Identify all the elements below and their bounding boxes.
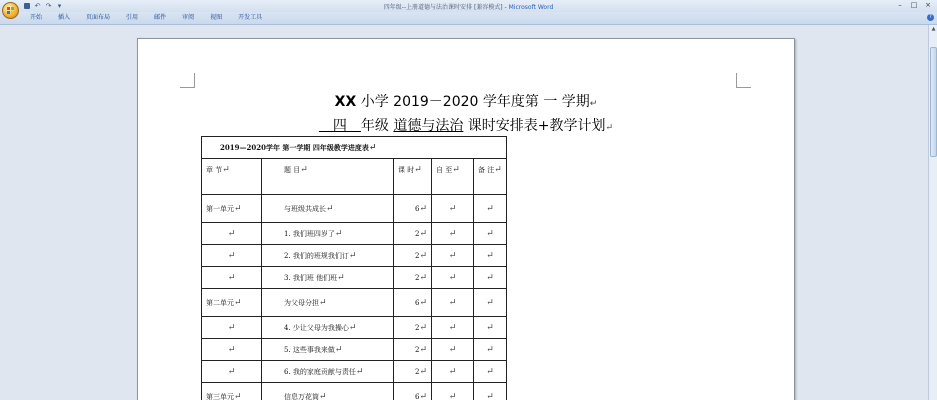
chapter-cell[interactable] bbox=[202, 289, 262, 317]
document-subheading bbox=[138, 115, 794, 135]
header-hours-text: 课 时 bbox=[398, 166, 415, 174]
paragraph-mark: ↵ bbox=[452, 165, 460, 175]
app-name: Microsoft Word bbox=[508, 4, 554, 11]
chapter-cell[interactable] bbox=[202, 317, 262, 339]
topic-cell[interactable] bbox=[262, 289, 394, 317]
from-to-cell[interactable] bbox=[432, 245, 474, 267]
header-from-to[interactable] bbox=[432, 159, 474, 195]
paragraph-mark: ↵ bbox=[448, 391, 457, 400]
minimize-button[interactable]: – bbox=[898, 1, 902, 9]
hours-cell-text: 2 bbox=[414, 251, 420, 260]
hours-cell-text: 6 bbox=[414, 392, 420, 400]
table-row bbox=[202, 267, 507, 289]
topic-cell-text: 信息万花筒 bbox=[284, 392, 319, 400]
table-row bbox=[202, 195, 507, 223]
paragraph-mark: ↵ bbox=[486, 272, 494, 283]
vertical-scrollbar[interactable] bbox=[928, 25, 937, 400]
paragraph-mark: ↵ bbox=[319, 391, 327, 400]
notes-cell[interactable] bbox=[474, 317, 507, 339]
header-notes-text: 备 注 bbox=[478, 166, 495, 174]
chapter-cell[interactable] bbox=[202, 383, 262, 400]
hours-cell[interactable] bbox=[394, 289, 432, 317]
paragraph-mark: ↵ bbox=[419, 250, 427, 261]
paragraph-mark: ↵ bbox=[234, 391, 242, 400]
table-row bbox=[202, 339, 507, 361]
tab-review[interactable]: 审阅 bbox=[182, 14, 195, 21]
topic-cell[interactable] bbox=[262, 223, 394, 245]
topic-cell-text: 5. 这些事我来做 bbox=[284, 345, 335, 354]
paragraph-mark: ↵ bbox=[227, 366, 236, 377]
paragraph-mark: ↵ bbox=[486, 322, 494, 333]
from-to-cell[interactable] bbox=[432, 317, 474, 339]
header-from-to-text: 自 至 bbox=[436, 166, 453, 174]
paragraph-mark: ↵ bbox=[419, 272, 427, 283]
paragraph-mark: ↵ bbox=[486, 344, 494, 355]
header-topic-text: 题 目 bbox=[284, 166, 301, 174]
paragraph-mark: ↵ bbox=[486, 297, 494, 308]
from-to-cell[interactable] bbox=[432, 223, 474, 245]
school-year-term: 小学 2019－2020 学年度第 一 学期 bbox=[356, 94, 590, 110]
paragraph-mark: ↵ bbox=[419, 203, 427, 214]
tab-mailings[interactable]: 邮件 bbox=[154, 14, 167, 21]
table-row bbox=[202, 317, 507, 339]
notes-cell[interactable] bbox=[474, 195, 507, 223]
topic-cell[interactable] bbox=[262, 245, 394, 267]
hours-cell-text: 2 bbox=[414, 367, 420, 376]
chapter-cell[interactable] bbox=[202, 195, 262, 223]
paragraph-mark: ↵ bbox=[227, 272, 236, 283]
table-row bbox=[202, 361, 507, 383]
margin-corner-top-left bbox=[180, 73, 195, 88]
document-page[interactable] bbox=[137, 38, 795, 400]
paragraph-mark: ↵ bbox=[227, 322, 236, 333]
subject-name: 道德与法治 bbox=[393, 118, 464, 134]
hours-cell-text: 2 bbox=[414, 323, 420, 332]
chapter-cell[interactable] bbox=[202, 223, 262, 245]
chapter-cell[interactable] bbox=[202, 245, 262, 267]
paragraph-mark: ↵ bbox=[419, 297, 427, 308]
ribbon bbox=[0, 12, 937, 25]
topic-cell[interactable] bbox=[262, 195, 394, 223]
from-to-cell[interactable] bbox=[432, 383, 474, 400]
header-topic[interactable] bbox=[262, 159, 394, 195]
table-caption-row bbox=[202, 137, 507, 159]
table-row bbox=[202, 383, 507, 400]
notes-cell[interactable] bbox=[474, 223, 507, 245]
topic-cell[interactable] bbox=[262, 339, 394, 361]
topic-cell-text: 6. 我的家庭贡献与责任 bbox=[284, 367, 356, 376]
paragraph-mark: ↵ bbox=[486, 228, 494, 239]
from-to-cell[interactable] bbox=[432, 195, 474, 223]
scroll-up-icon[interactable]: ▲ bbox=[931, 26, 936, 32]
undo-icon[interactable]: ↶ bbox=[34, 1, 41, 10]
chapter-cell[interactable] bbox=[202, 267, 262, 289]
topic-cell-text: 3. 我们班 他们班 bbox=[284, 273, 338, 282]
paragraph-mark: ↵ bbox=[227, 344, 236, 355]
paragraph-mark: ↵ bbox=[414, 165, 422, 175]
paragraph-mark: ↵ bbox=[319, 297, 327, 308]
tab-insert[interactable]: 插入 bbox=[58, 14, 71, 21]
teaching-progress-table bbox=[201, 136, 507, 400]
paragraph-mark: ↵ bbox=[348, 322, 357, 333]
paragraph-mark: ↵ bbox=[448, 228, 457, 239]
notes-cell[interactable] bbox=[474, 289, 507, 317]
topic-cell[interactable] bbox=[262, 267, 394, 289]
header-chapter-text: 章 节 bbox=[206, 166, 223, 174]
paragraph-mark: ↵ bbox=[334, 228, 343, 239]
paragraph-mark: ↵ bbox=[355, 366, 364, 377]
chapter-cell-text: 第一单元 bbox=[206, 204, 234, 213]
hours-cell[interactable] bbox=[394, 361, 432, 383]
hours-cell[interactable] bbox=[394, 339, 432, 361]
school-name: XX bbox=[334, 94, 357, 110]
table-body bbox=[202, 195, 507, 400]
paragraph-mark: ↵ bbox=[448, 250, 457, 261]
paragraph-mark: ↵ bbox=[337, 272, 345, 283]
chapter-cell-text: 第二单元 bbox=[206, 298, 234, 307]
window-title bbox=[0, 2, 937, 11]
paragraph-mark: ↵ bbox=[300, 165, 308, 175]
table-row bbox=[202, 289, 507, 317]
customize-qat-icon[interactable]: ▾ bbox=[57, 1, 62, 10]
topic-cell[interactable] bbox=[262, 317, 394, 339]
tab-page-layout[interactable]: 页面布局 bbox=[86, 14, 111, 21]
hours-cell-text: 2 bbox=[414, 273, 420, 282]
topic-cell[interactable] bbox=[262, 383, 394, 400]
paragraph-mark: ↵ bbox=[448, 344, 457, 355]
paragraph-mark: ↵ bbox=[368, 142, 377, 153]
maximize-button[interactable]: □ bbox=[910, 1, 918, 9]
header-chapter[interactable] bbox=[202, 159, 262, 195]
notes-cell[interactable] bbox=[474, 267, 507, 289]
paragraph-mark: ↵ bbox=[448, 322, 457, 333]
paragraph-mark: ↵ bbox=[589, 99, 598, 109]
from-to-cell[interactable] bbox=[432, 289, 474, 317]
chapter-cell[interactable] bbox=[202, 361, 262, 383]
hours-cell[interactable] bbox=[394, 267, 432, 289]
paragraph-mark: ↵ bbox=[348, 250, 357, 261]
tab-home[interactable]: 开始 bbox=[30, 14, 43, 21]
paragraph-mark: ↵ bbox=[227, 228, 236, 239]
table-caption[interactable] bbox=[202, 137, 507, 159]
office-button[interactable] bbox=[2, 2, 19, 19]
grade-value: 四 bbox=[318, 118, 361, 134]
from-to-cell[interactable] bbox=[432, 361, 474, 383]
redo-icon[interactable]: ↷ bbox=[45, 1, 52, 10]
document-name: 四年级--上册道德与法治课时安排 [兼容模式] - bbox=[383, 4, 509, 11]
table-row bbox=[202, 223, 507, 245]
chapter-cell[interactable] bbox=[202, 339, 262, 361]
help-icon[interactable]: ? bbox=[927, 14, 934, 21]
paragraph-mark: ↵ bbox=[419, 228, 427, 239]
notes-cell[interactable] bbox=[474, 383, 507, 400]
hours-cell-text: 6 bbox=[414, 298, 420, 307]
paragraph-mark: ↵ bbox=[494, 165, 502, 175]
from-to-cell[interactable] bbox=[432, 339, 474, 361]
hours-cell[interactable] bbox=[394, 383, 432, 400]
ribbon-tabs bbox=[30, 14, 278, 22]
paragraph-mark: ↵ bbox=[448, 203, 457, 214]
paragraph-mark: ↵ bbox=[419, 391, 427, 400]
header-notes[interactable] bbox=[474, 159, 507, 195]
hours-cell[interactable] bbox=[394, 195, 432, 223]
topic-cell-text: 为父母分担 bbox=[284, 298, 319, 307]
topic-cell-text: 与班级共成长 bbox=[284, 204, 326, 213]
office-logo-icon bbox=[7, 7, 14, 14]
hours-cell-text: 2 bbox=[414, 229, 420, 238]
paragraph-mark: ↵ bbox=[486, 250, 494, 261]
hours-cell-text: 6 bbox=[414, 204, 420, 213]
topic-cell-text: 2. 我们的班规我们订 bbox=[284, 251, 349, 260]
grade-label: 年级 bbox=[360, 118, 394, 134]
topic-cell-text: 4. 少让父母为我操心 bbox=[284, 323, 349, 332]
paragraph-mark: ↵ bbox=[486, 203, 494, 214]
paragraph-mark: ↵ bbox=[334, 344, 343, 355]
paragraph-mark: ↵ bbox=[222, 165, 230, 175]
paragraph-mark: ↵ bbox=[419, 366, 427, 377]
tab-references[interactable]: 引用 bbox=[126, 14, 139, 21]
paragraph-mark: ↵ bbox=[448, 297, 457, 308]
hours-cell[interactable] bbox=[394, 223, 432, 245]
topic-cell[interactable] bbox=[262, 361, 394, 383]
paragraph-mark: ↵ bbox=[419, 322, 427, 333]
paragraph-mark: ↵ bbox=[419, 344, 427, 355]
from-to-cell[interactable] bbox=[432, 267, 474, 289]
scroll-thumb[interactable] bbox=[930, 47, 937, 157]
hours-cell[interactable] bbox=[394, 317, 432, 339]
topic-cell-text: 1. 我们班四岁了 bbox=[284, 229, 335, 238]
tab-view[interactable]: 视图 bbox=[210, 14, 223, 21]
paragraph-mark: ↵ bbox=[234, 297, 242, 308]
schedule-title: 课时安排表+教学计划 bbox=[463, 118, 606, 134]
paragraph-mark: ↵ bbox=[234, 203, 242, 214]
paragraph-mark: ↵ bbox=[486, 366, 494, 377]
header-hours[interactable] bbox=[394, 159, 432, 195]
paragraph-mark: ↵ bbox=[448, 366, 457, 377]
paragraph-mark: ↵ bbox=[227, 250, 236, 261]
notes-cell[interactable] bbox=[474, 361, 507, 383]
paragraph-mark: ↵ bbox=[326, 203, 334, 214]
paragraph-mark: ↵ bbox=[448, 272, 457, 283]
table-header-row bbox=[202, 159, 507, 195]
close-button[interactable]: × bbox=[925, 1, 931, 9]
margin-corner-top-right bbox=[736, 73, 751, 88]
paragraph-mark: ↵ bbox=[605, 123, 614, 133]
paragraph-mark: ↵ bbox=[486, 391, 494, 400]
document-heading bbox=[138, 91, 794, 111]
hours-cell[interactable] bbox=[394, 245, 432, 267]
window-controls bbox=[893, 0, 935, 10]
notes-cell[interactable] bbox=[474, 339, 507, 361]
title-bar bbox=[0, 0, 937, 12]
document-area bbox=[0, 25, 928, 400]
tab-developer[interactable]: 开发工具 bbox=[238, 14, 263, 21]
table-row bbox=[202, 245, 507, 267]
hours-cell-text: 2 bbox=[414, 345, 420, 354]
table-caption-text: 2019—2020学年 第一学期 四年级教学进度表 bbox=[220, 142, 369, 152]
chapter-cell-text: 第三单元 bbox=[206, 392, 234, 400]
notes-cell[interactable] bbox=[474, 245, 507, 267]
